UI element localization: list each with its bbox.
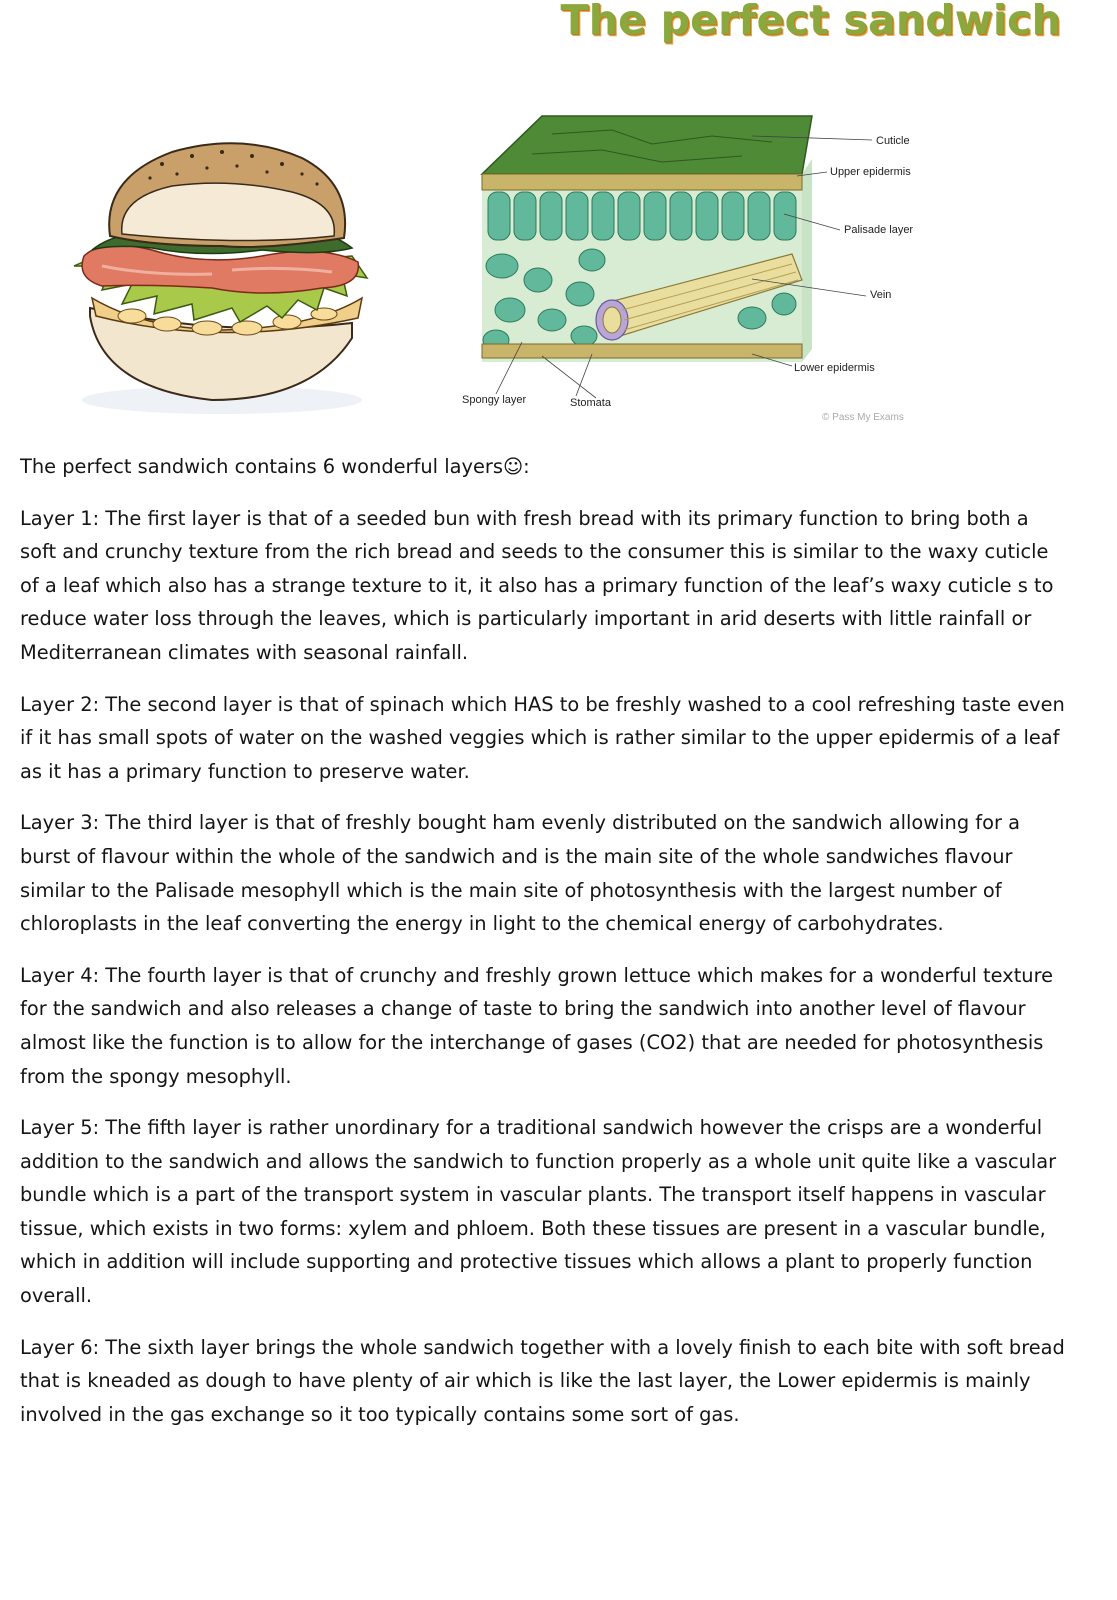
leaf-cross-section-diagram — [452, 104, 932, 434]
intro-paragraph: The perfect sandwich contains 6 wonderful layers☺: — [20, 455, 530, 478]
stomata-label: Stomata — [570, 397, 611, 409]
layer-4-paragraph: Layer 4: The fourth layer is that of crunchy and freshly grown lettuce which makes for a wonderful texture for the sandwich and also releases a change of taste to bring the sandwich into another level of flavour almost like the function is to allow for the interchange of gases (CO2) that are needed for photosynthesis from the spongy mesophyll. — [20, 963, 1054, 1088]
palisade-layer-label: Palisade layer — [844, 224, 914, 236]
spongy-layer-label: Spongy layer — [462, 394, 527, 406]
copyright-label: © Pass My Exams — [822, 412, 904, 423]
page-title: The perfect sandwich — [560, 0, 1061, 44]
vein-label: Vein — [870, 289, 892, 301]
cuticle-label: Cuticle — [876, 135, 910, 147]
upper-epidermis-label: Upper epidermis — [830, 166, 911, 178]
layer-3-paragraph: Layer 3: The third layer is that of freshly bought ham evenly distributed on the sandwich allowing for a burst of flavour within the whole of the sandwich and is the main site of the whole sandwiches flavour similar to the Palisade mesophyll which is the main site of photosynthesis with the largest number of chloroplasts in the leaf converting the energy in light to the chemical energy of carbohydrates. — [20, 811, 1020, 936]
layer-2-paragraph: Layer 2: The second layer is that of spinach which HAS to be freshly washed to a cool refreshing taste even if it has small spots of water on the washed veggies which is rather similar to the upper epidermis of a leaf as it has a primary function to preserve water. — [20, 692, 1065, 783]
layer-6-paragraph: Layer 6: The sixth layer brings the whole sandwich together with a lovely finish to each bite with soft bread that is kneaded as dough to have plenty of air which is like the last layer, the Lower epidermis is mainly involved in the gas exchange so it too typically contains some sort of gas. — [20, 1335, 1065, 1426]
layer-5-paragraph: Layer 5: The fifth layer is rather unordinary for a traditional sandwich however the crisps are a wonderful addition to the sandwich and allows the sandwich to function properly as a whole unit quite like a vascular bundle which is a part of the transport system in vascular plants. The transport itself happens in vascular tissue, which exists in two forms: xylem and phloem. Both these tissues are present in a vascular bundle, which in addition will include supporting and protective tissues which allows a plant to properly function overall. — [20, 1116, 1057, 1308]
sandwich-illustration — [62, 138, 380, 420]
article-body — [20, 450, 1070, 1449]
lower-epidermis-label: Lower epidermis — [794, 362, 875, 374]
layer-1-paragraph: Layer 1: The first layer is that of a seeded bun with fresh bread with its primary function to bring both a soft and crunchy texture from the rich bread and seeds to the consumer this is similar to the waxy cuticle of a leaf which also has a strange texture to it, it also has a primary function of the leaf’s waxy cuticle s to reduce water loss through the leaves, which is particularly important in arid deserts with little rainfall or Mediterranean climates with seasonal rainfall. — [20, 506, 1054, 664]
